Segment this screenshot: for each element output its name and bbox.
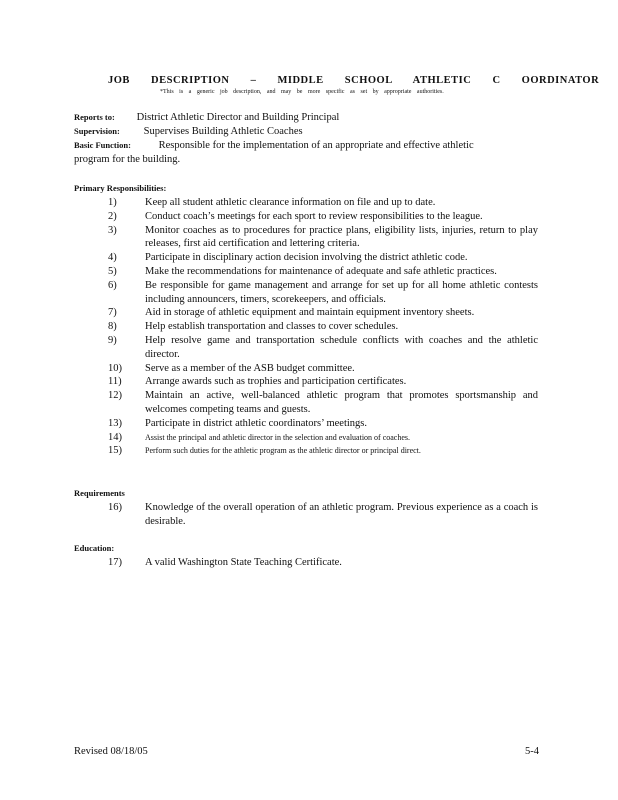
requirements-list [108, 501, 538, 529]
document-subtitle: *This is a generic job description, and may be more specific as set by appropriate authorities. [160, 89, 444, 95]
list-item: 3) Monitor coaches as to procedures for practice plans, eligibility lists, injuries, return to play releases, first aid certification and lettering criteria. [108, 224, 538, 250]
footer-page-number: 5-4 [525, 746, 539, 757]
reports-to-value: District Athletic Director and Building Principal [136, 112, 340, 123]
reports-to-row [74, 112, 339, 123]
basic-function-row [74, 140, 474, 151]
list-item: 9) Help resolve game and transportation schedule conflicts with coaches and the athletic director. [108, 334, 538, 360]
requirements-label: Requirements [74, 488, 125, 498]
list-item: 7) Aid in storage of athletic equipment and maintain equipment inventory sheets. [108, 307, 475, 319]
list-item: 10) Serve as a member of the ASB budget committee. [108, 362, 355, 374]
primary-responsibilities-label: Primary Responsibilities: [74, 183, 167, 193]
basic-function-label: Basic Function: [74, 140, 131, 150]
primary-responsibilities-list [108, 196, 538, 458]
basic-function-line2: program for the building. [74, 154, 181, 165]
education-list [108, 556, 538, 570]
list-item: 14) Assist the principal and athletic director in the selection and evaluation of coaches. [108, 431, 411, 443]
education-label: Education: [74, 543, 115, 553]
list-item: 6) Be responsible for game management and arrange for set up for all home athletic contests including announcers, timers, scorekeepers, and officials. [108, 279, 538, 305]
list-item: 12) Maintain an active, well-balanced athletic program that promotes sportsmanship and welcomes competing teams and guests. [108, 390, 538, 415]
document-title: JOB DESCRIPTION – MIDDLE SCHOOL ATHLETIC C OORDINATOR [108, 75, 600, 86]
supervision-label: Supervision: [74, 126, 120, 136]
list-item: 4) Participate in disciplinary action decision involving the district athletic code. [108, 252, 468, 264]
list-item: 5) Make the recommendations for maintenance of adequate and safe athletic practices. [108, 265, 497, 277]
list-item: 8) Help establish transportation and classes to cover schedules. [108, 321, 399, 333]
list-item: 1) Keep all student athletic clearance information on file and up to date. [108, 197, 436, 208]
list-item: 16) Knowledge of the overall operation of an athletic program. Previous experience as a coach is desirable. [108, 502, 538, 527]
list-item: 2) Conduct coach’s meetings for each sport to review responsibilities to the league. [108, 210, 483, 222]
reports-to-label: Reports to: [74, 112, 115, 122]
list-item: 11) Arrange awards such as trophies and participation certificates. [108, 376, 407, 388]
supervision-value: Supervises Building Athletic Coaches [143, 126, 303, 137]
basic-function-line1: Responsible for the implementation of an appropriate and effective athletic [158, 140, 474, 151]
list-item: 13) Participate in district athletic coordinators’ meetings. [108, 417, 367, 429]
footer-revised: Revised 08/18/05 [74, 746, 148, 757]
list-item: 17) A valid Washington State Teaching Certificate. [108, 557, 342, 568]
supervision-row [74, 126, 303, 137]
list-item: 15) Perform such duties for the athletic program as the athletic director or principal direct. [108, 445, 421, 457]
